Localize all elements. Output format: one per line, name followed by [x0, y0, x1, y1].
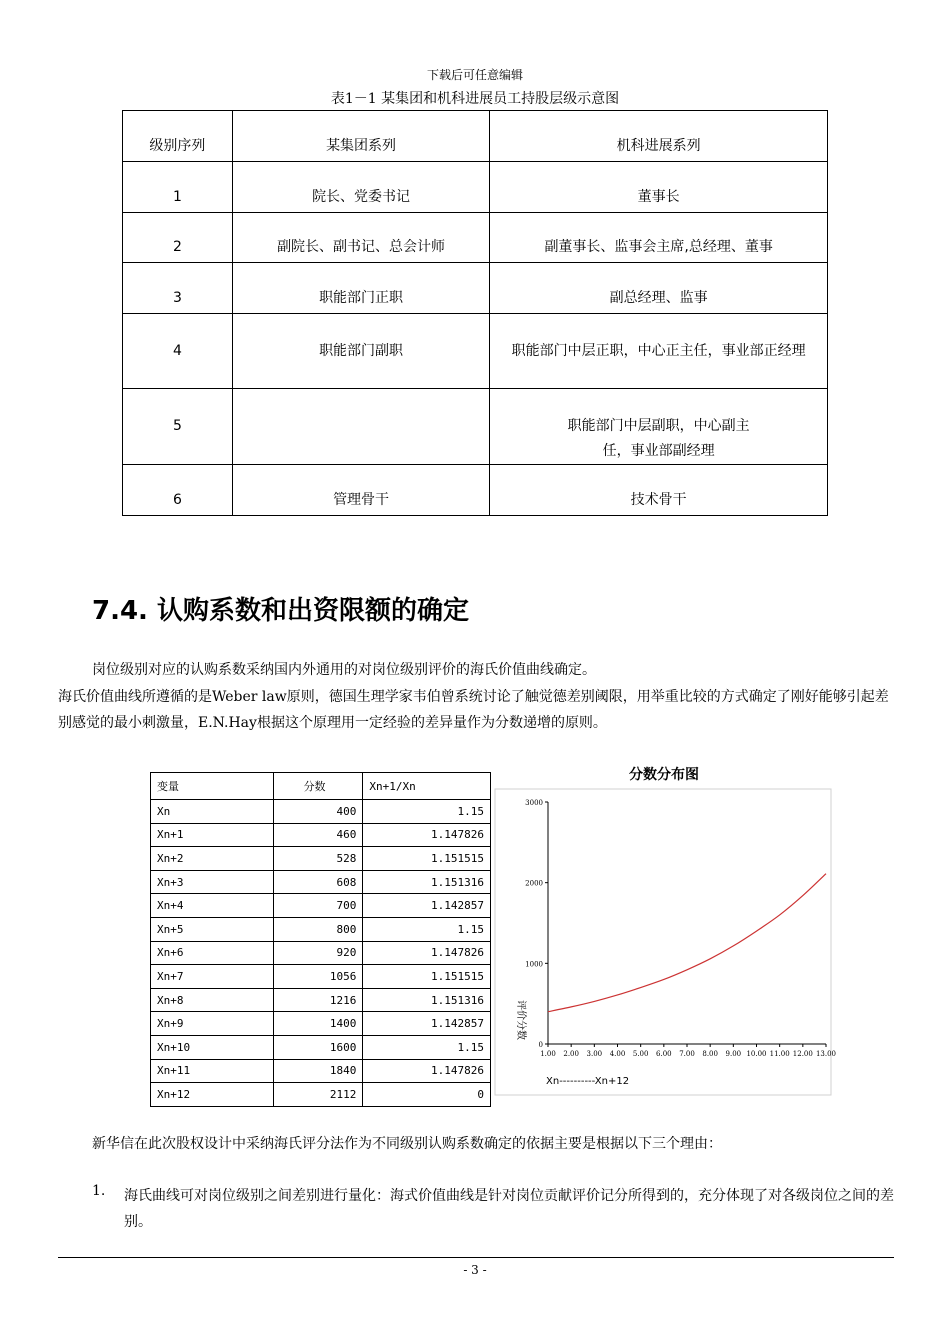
- level-cell: 2: [123, 213, 233, 263]
- level-cell: 3: [123, 263, 233, 314]
- ratio-cell: 1.15: [363, 917, 491, 941]
- level-cell: 5: [123, 389, 233, 465]
- table-caption: 表1－1 某集团和机科进展员工持股层级示意图: [330, 91, 620, 107]
- y-axis-label: 评价分数: [515, 1000, 526, 1040]
- ratio-cell: 1.142857: [363, 1012, 491, 1036]
- table-row: [123, 162, 828, 213]
- footer-divider: [58, 1257, 894, 1258]
- score-cell: 2112: [273, 1083, 363, 1107]
- list-item-text: 海氏曲线可对岗位级别之间差别进行量化：海式价值曲线是针对岗位贡献评价记分所得到的，充分体现了对各级岗位之间的差别。: [124, 1188, 894, 1230]
- variable-cell: Xn: [151, 800, 274, 824]
- x-tick-label: 3.00: [586, 1050, 603, 1058]
- score-cell: 1400: [273, 1012, 363, 1036]
- x-tick-label: 7.00: [679, 1050, 695, 1058]
- jike-cell: 技术骨干: [490, 465, 828, 516]
- table-row: [151, 800, 491, 824]
- jike-cell: 董事长: [490, 162, 828, 213]
- levels-table: [122, 110, 828, 516]
- y-tick-label: 3000: [525, 799, 543, 807]
- paragraph-weber-law: 海氏价值曲线所遵循的是Weber law原则，德国生理学家韦伯曾系统讨论了触觉德差别阈限，用举重比较的方式确定了刚好能够引起差别感觉的最小刺激量，E.N.Hay根据这个原理用一定经验的差异量作为分数递增的原则。: [58, 689, 889, 731]
- variable-cell: Xn+9: [151, 1012, 274, 1036]
- table-row: [151, 847, 491, 871]
- header-ratio: Xn+1/Xn: [363, 773, 491, 800]
- jike-cell: 职能部门中层正职，中心正主任，事业部正经理: [490, 314, 828, 389]
- table-row: [123, 465, 828, 516]
- levels-header-row: [123, 111, 828, 162]
- variable-cell: Xn+5: [151, 917, 274, 941]
- score-distribution-chart: [494, 788, 837, 1098]
- x-tick-label: 12.00: [792, 1050, 813, 1058]
- group-cell: 院长、党委书记: [232, 162, 490, 213]
- x-tick-label: 8.00: [702, 1050, 718, 1058]
- variable-cell: Xn+10: [151, 1035, 274, 1059]
- table-row: [123, 213, 828, 263]
- score-cell: 1840: [273, 1059, 363, 1083]
- header-variable: 变量: [151, 773, 274, 800]
- score-cell: 920: [273, 941, 363, 965]
- ratio-cell: 1.151515: [363, 965, 491, 989]
- y-tick-label: 1000: [525, 960, 543, 969]
- paragraph-reasons: 新华信在此次股权设计中采纳海氏评分法作为不同级别认购系数确定的依据主要是根据以下三个理由：: [92, 1136, 722, 1152]
- table-row: [151, 1083, 491, 1107]
- x-tick-label: 13.00: [815, 1050, 837, 1058]
- x-tick-label: 4.00: [609, 1050, 626, 1058]
- score-cell: 460: [273, 823, 363, 847]
- variable-cell: Xn+2: [151, 847, 274, 871]
- ratio-cell: 1.147826: [363, 823, 491, 847]
- table-row: [151, 1059, 491, 1083]
- header-level: 级别序列: [123, 111, 233, 162]
- score-cell: 1216: [273, 988, 363, 1012]
- variable-cell: Xn+8: [151, 988, 274, 1012]
- table-row: [123, 389, 828, 465]
- score-cell: 1056: [273, 965, 363, 989]
- ratio-cell: 1.151515: [363, 847, 491, 871]
- score-cell: 528: [273, 847, 363, 871]
- group-cell: 职能部门正职: [232, 263, 490, 314]
- variable-cell: Xn+3: [151, 870, 274, 894]
- chart-title: 分数分布图: [629, 767, 699, 783]
- group-cell: [232, 389, 490, 465]
- jike-cell: 副董事长、监事会主席,总经理、董事: [490, 213, 828, 263]
- table-row: [151, 917, 491, 941]
- level-cell: 6: [123, 465, 233, 516]
- ratio-cell: 1.151316: [363, 988, 491, 1012]
- x-axis-label: Xn----------Xn+12: [546, 1076, 630, 1087]
- table-row: [151, 941, 491, 965]
- table-row: [151, 1035, 491, 1059]
- variable-cell: Xn+11: [151, 1059, 274, 1083]
- x-tick-label: 1.00: [540, 1050, 556, 1058]
- group-cell: 副院长、副书记、总会计师: [232, 213, 490, 263]
- variable-cell: Xn+1: [151, 823, 274, 847]
- header-note: 下载后可任意编辑: [426, 68, 523, 82]
- header-score: 分数: [273, 773, 363, 800]
- jike-cell: 职能部门中层副职，中心副主任，事业部副经理: [490, 389, 828, 465]
- ratio-cell: 1.151316: [363, 870, 491, 894]
- x-tick-label: 5.00: [632, 1050, 649, 1058]
- ratio-cell: 0: [363, 1083, 491, 1107]
- group-cell: 职能部门副职: [232, 314, 490, 389]
- table-row: [151, 894, 491, 918]
- score-cell: 400: [273, 800, 363, 824]
- x-tick-label: 11.00: [769, 1050, 790, 1058]
- section-title: 7.4. 认购系数和出资限额的确定: [92, 596, 469, 626]
- score-table: [150, 772, 491, 1107]
- variable-cell: Xn+7: [151, 965, 274, 989]
- score-cell: 700: [273, 894, 363, 918]
- score-header-row: [151, 773, 491, 800]
- variable-cell: Xn+4: [151, 894, 274, 918]
- table-row: [151, 870, 491, 894]
- table-row: [151, 1012, 491, 1036]
- page-number: - 3 -: [463, 1263, 487, 1277]
- y-tick-label: 2000: [525, 879, 543, 888]
- variable-cell: Xn+12: [151, 1083, 274, 1107]
- header-jike: 机科进展系列: [490, 111, 828, 162]
- group-cell: 管理骨干: [232, 465, 490, 516]
- list-number: 1.: [92, 1183, 106, 1199]
- paragraph-intro: 岗位级别对应的认购系数采纳国内外通用的对岗位级别评价的海氏价值曲线确定。: [92, 662, 596, 678]
- level-cell: 1: [123, 162, 233, 213]
- x-tick-label: 6.00: [656, 1050, 672, 1058]
- ratio-cell: 1.147826: [363, 1059, 491, 1083]
- score-cell: 1600: [273, 1035, 363, 1059]
- x-tick-label: 2.00: [563, 1050, 579, 1058]
- table-row: [151, 988, 491, 1012]
- score-cell: 608: [273, 870, 363, 894]
- level-cell: 4: [123, 314, 233, 389]
- table-row: [123, 314, 828, 389]
- ratio-cell: 1.15: [363, 1035, 491, 1059]
- table-row: [123, 263, 828, 314]
- table-row: [151, 965, 491, 989]
- x-tick-label: 9.00: [725, 1050, 742, 1058]
- jike-cell: 副总经理、监事: [490, 263, 828, 314]
- ratio-cell: 1.15: [363, 800, 491, 824]
- header-group: 某集团系列: [232, 111, 490, 162]
- ratio-cell: 1.147826: [363, 941, 491, 965]
- variable-cell: Xn+6: [151, 941, 274, 965]
- x-tick-label: 10.00: [746, 1050, 767, 1058]
- table-row: [151, 823, 491, 847]
- score-cell: 800: [273, 917, 363, 941]
- ratio-cell: 1.142857: [363, 894, 491, 918]
- y-tick-label: 0: [538, 1041, 543, 1049]
